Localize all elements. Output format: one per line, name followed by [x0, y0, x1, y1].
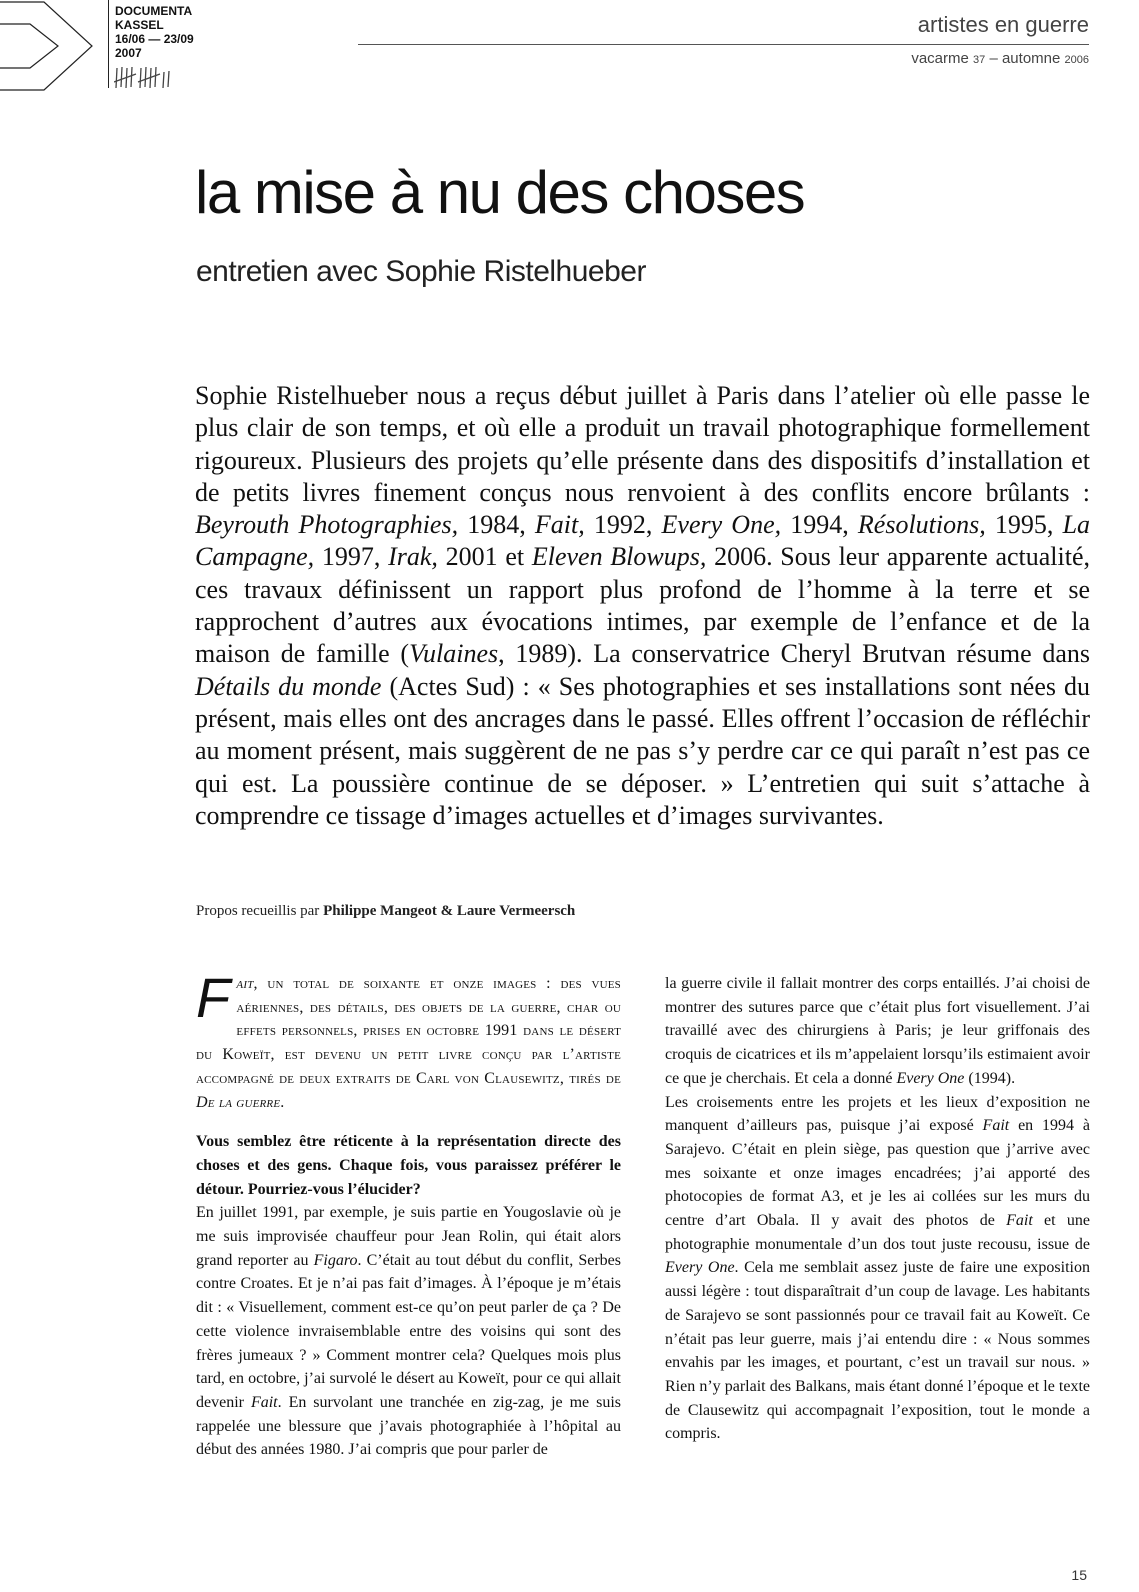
issue-number: 37 [973, 54, 986, 66]
work-title: La Campagne, [195, 510, 1091, 572]
answer-text: et une photographie monumentale d’un dos tout juste recousu, issue de [665, 1212, 1090, 1253]
answer-text: la guerre civile il fallait montrer des corps entaillés. J’ai choisi de montrer des sutures parce que c’était plus fort visuellement. J’ai travaillé avec des chirurgiens à Paris; je leur griffonais des croquis de cicatrices et ils m’appelaient lorsqu’ils estimaient avoir ce que je cherchais. Et cela a donné [665, 975, 1090, 1087]
work-title: Résolutions, [857, 510, 986, 540]
documenta-arrow-logo [0, 0, 108, 92]
interview-credits [196, 903, 575, 920]
lead-text: , un total de soixante et onze images : des vues aériennes, des détails, des objets de la guerre, char ou effets personnels, prises en octobre 1991 dans le désert du Koweït, est devenu un petit livre conçu par l’artiste accompagné de deux extraits de Carl von Clausewitz, tirés de [196, 975, 621, 1087]
page-number: 15 [1071, 1567, 1087, 1583]
magazine-name: vacarme [911, 50, 969, 67]
logo-divider [108, 0, 109, 88]
issue-separator: – [989, 50, 998, 67]
intro-text: , 1989). La conservatrice Cheryl Brutvan résume dans [498, 639, 1090, 669]
author-name: Philippe Mangeot [323, 903, 437, 919]
work-title: Beyrouth Photographies, [195, 510, 459, 540]
tally-marks-icon [114, 62, 174, 90]
answer-italic: Figaro [313, 1251, 358, 1269]
book-title: Détails du monde [195, 671, 382, 701]
interview-answer [196, 1201, 621, 1462]
answer-text: . Cela me semblait assez juste de faire une exposition aussi légère : tout disparaîtrait d’un coup de lavage. Les habitants de Sarajevo se sont passionnés pour ce travail fait au Koweït. Ce n’était pas leur guerre, mais j’ai entendu dire : « Nous sommes envahis par les images, et pourtant, c’est un travail sur nous. » Rien n’y parlait des Balkans, mais étant donné l’époque et le texte de Clausewitz qui accompagnait l’exposition, tout le monde a compris. [665, 1259, 1090, 1443]
answer-continued [665, 972, 1090, 1091]
lead-text: . [280, 1093, 285, 1111]
answer-text: (1994). [964, 1069, 1016, 1087]
intro-text: 1997, [314, 542, 389, 572]
documenta-dates: 16/06 — 23/09 [115, 32, 194, 46]
answer-paragraph [665, 1091, 1090, 1447]
lead-paragraph [196, 966, 621, 1114]
lead-italic: De la guerre [196, 1093, 281, 1111]
intro-text: 1984, [458, 510, 535, 540]
intro-text: 1994, [781, 510, 858, 540]
work-title: Fait, [534, 510, 585, 540]
intro-paragraph [195, 380, 1090, 832]
interview-question: Vous semblez être réticente à la représentation directe des choses et des gens. Chaque fois, vous paraissez préférer le détour. Pourriez-vous l’élucider? [196, 1133, 621, 1198]
issue-line [911, 50, 1089, 67]
intro-text: (Actes Sud) : « Ses photographies et ses installations sont nées du présent, mais elles ont des ancrages dans le passé. Elles offrent l’occasion de réfléchir au moment présent, mais suggèrent de ne pas s’y perdre car ce qui paraît n’est pas ce qui est. La poussière continue de se déposer. » L’entretien qui suit s’attache à comprendre ce tissage d’images actuelles et d’images survivantes. [195, 671, 1090, 830]
documenta-info [115, 4, 194, 60]
left-column [196, 966, 621, 1462]
issue-year: 2006 [1064, 54, 1089, 66]
documenta-city: KASSEL [115, 18, 164, 32]
article-subtitle: entretien avec Sophie Ristelhueber [196, 255, 646, 288]
answer-text: en 1994 à Sarajevo. C’était en plein siège, pas question que j’arrive avec mes soixante et onze images encadrées; j’ai apporté des photocopies de format A3, et je les ai collées sur les murs du centre d’art Obala. Il y avait des photos de [665, 1117, 1091, 1230]
right-column [665, 972, 1090, 1446]
intro-text: 1992, [584, 510, 662, 540]
intro-text: Sophie Ristelhueber nous a reçus début juillet à Paris dans l’atelier où elle passe le plus clair de son temps, et où elle a produit un travail photographique formellement rigoureux. Plusieurs des projets qu’elle présente dans des dispositifs d’installation et de petits livres finement conçus nous renvoient à des conflits encore brûlants : [195, 381, 1090, 507]
header-rule [358, 44, 1089, 45]
answer-text: . C’était au tout début du conflit, Serbes contre Croates. Et je n’ai pas fait d’images. À l’époque je m’étais dit : « Visuellement, comment est-ce qu’on peut parler de ça ? De cette violence invraisemblable entre des voisins qui sont des frères jumeaux ? » Comment montrer cela? Quelques mois plus tard, en octobre, j’ai survolé le désert au Koweït, pour ce qui allait devenir [196, 1251, 621, 1411]
work-title: Vulaines [409, 639, 499, 669]
answer-text: Les croisements entre les projets et les lieux d’exposition ne manquent d’ailleurs pas, puisque j’ai exposé [665, 1093, 1090, 1135]
author-name: Laure Vermeersch [456, 903, 576, 919]
answer-italic: Every One [896, 1069, 965, 1087]
documenta-year: 2007 [115, 46, 142, 60]
work-title: Irak, [388, 542, 438, 572]
article-title: la mise à nu des choses [195, 159, 805, 226]
answer-text: En juillet 1991, par exemple, je suis partie en Yougoslavie où je me suis improvisée chauffeur pour Jean Rolin, qui était alors grand reporter au [196, 1204, 621, 1269]
lead-italic: ait [236, 975, 254, 992]
intro-text: 1995, [985, 510, 1063, 540]
credits-ampersand: & [436, 903, 457, 919]
answer-italic: Fait [982, 1117, 1010, 1135]
intro-text: 2006. Sous leur apparente actualité, ces travaux définissent un rapport plus profond de l’homme à la terre et se rapprochent d’autres aux évocations intimes, par exemple de l’enfance et de la maison de famille ( [195, 542, 1091, 669]
documenta-name: DOCUMENTA [115, 4, 193, 18]
answer-italic: Fait [1006, 1212, 1033, 1230]
section-title: artistes en guerre [917, 12, 1089, 37]
intro-text: 2001 et [437, 542, 532, 572]
credits-prefix: Propos recueillis par [196, 903, 324, 919]
issue-season: automne [1001, 50, 1061, 67]
work-title: Eleven Blowups, [531, 542, 707, 572]
arrow-icon [0, 0, 108, 92]
answer-text: . En survolant une tranchée en zig-zag, je me suis rappelée une blessure que j’avais photographiée à l’hôpital au début des années 1980. J’ai compris que pour parler de [196, 1393, 621, 1459]
work-title: Every One, [661, 510, 782, 540]
answer-italic: Fait [250, 1393, 278, 1411]
drop-cap: F [196, 966, 231, 1029]
answer-italic: Every One [665, 1259, 735, 1277]
